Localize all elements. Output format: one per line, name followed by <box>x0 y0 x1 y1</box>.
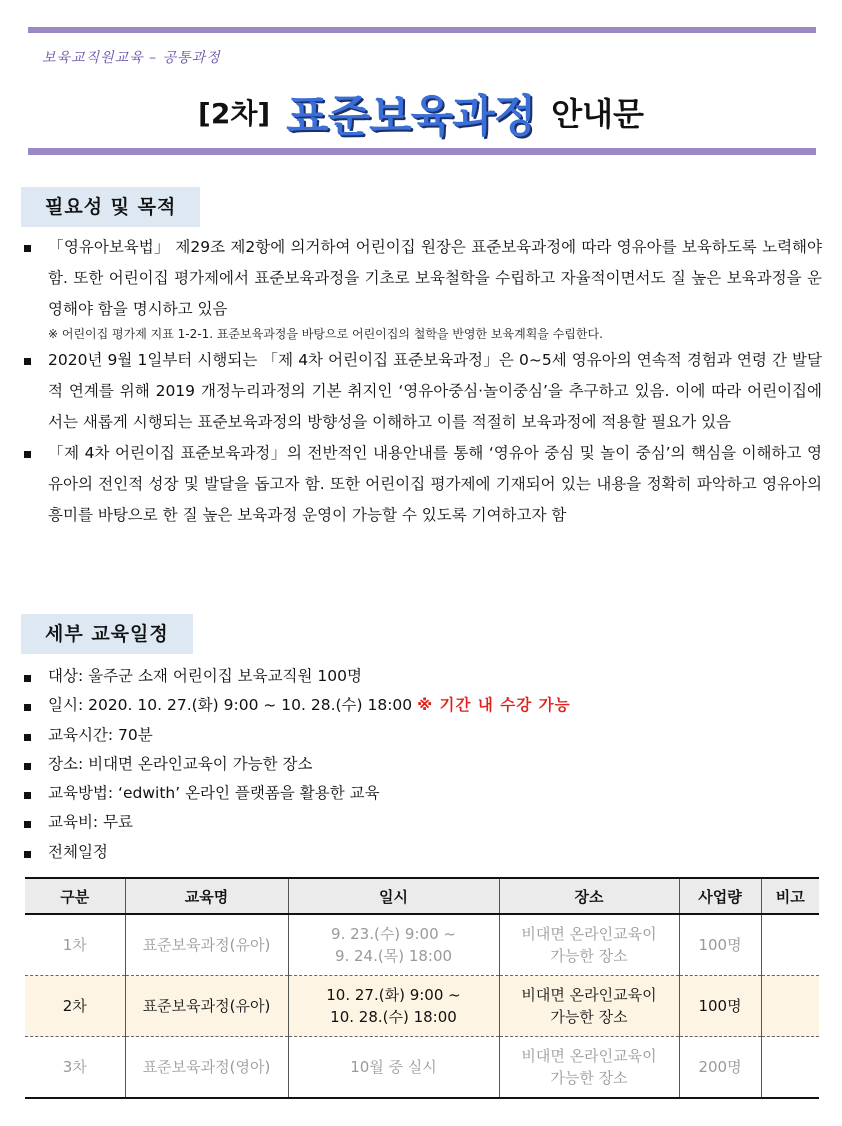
cell-amount: 100명 <box>679 976 761 1037</box>
datetime-note: ※ 기간 내 수강 가능 <box>417 696 571 715</box>
cell-course: 표준보육과정(영아) <box>125 1037 288 1099</box>
date-start: 10. 27.(화) 9:00 ~ <box>326 986 461 1004</box>
place-line1: 비대면 온라인교육이 <box>521 925 657 943</box>
cell-remarks <box>761 976 819 1037</box>
cell-round: 1차 <box>25 914 125 976</box>
bottom-rule <box>28 148 816 155</box>
detail-place: 장소: 비대면 온라인교육이 가능한 장소 <box>22 750 822 779</box>
cell-place <box>499 914 679 976</box>
purpose-list <box>22 232 822 531</box>
title-round: [2차] <box>198 97 271 130</box>
page-title <box>0 80 842 144</box>
col-amount: 사업량 <box>679 878 761 914</box>
section-schedule-heading: 세부 교육일정 <box>21 614 193 654</box>
date-end: 9. 24.(목) 18:00 <box>334 947 453 965</box>
detail-fee: 교육비: 무료 <box>22 808 822 837</box>
purpose-item: 「제 4차 어린이집 표준보육과정」의 전반적인 내용안내를 통해 ‘영유아 중심 및 놀이 중심’의 핵심을 이해하고 영유아의 전인적 성장 및 발달을 돕고자 함. 또한 어린이집 평가제에 기재되어 있는 내용을 정확히 파악하고 영유아의 흥미를 바탕으로 한 질 높은 보육과정 운영이 가능할 수 있도록 기여하고자 함 <box>22 438 822 531</box>
cell-place <box>499 976 679 1037</box>
purpose-item: 「영유아보육법」 제29조 제2항에 의거하여 어린이집 원장은 표준보육과정에 따라 영유아를 보육하도록 노력해야 함. 또한 어린이집 평가제에서 표준보육과정을 기초로 보육철학을 수립하고 자율적이면서도 질 높은 보육과정을 운영해야 함을 명시하고 있음 <box>22 232 822 325</box>
course-category: 보육교직원교육 – 공통과정 <box>42 50 221 66</box>
cell-date: 10월 중 실시 <box>288 1037 499 1099</box>
place-line1: 비대면 온라인교육이 <box>521 1047 657 1065</box>
top-rule <box>28 27 816 33</box>
cell-place <box>499 1037 679 1099</box>
place-line1: 비대면 온라인교육이 <box>521 986 657 1004</box>
table-header-row <box>25 878 819 914</box>
cell-amount: 100명 <box>679 914 761 976</box>
section-purpose-heading: 필요성 및 목적 <box>21 187 200 227</box>
cell-remarks <box>761 1037 819 1099</box>
place-line2: 가능한 장소 <box>550 1069 628 1087</box>
detail-target: 대상: 울주군 소재 어린이집 보육교직원 100명 <box>22 662 822 691</box>
detail-datetime <box>22 691 822 720</box>
datetime-text: 일시: 2020. 10. 27.(화) 9:00 ~ 10. 28.(수) 18:00 <box>48 696 413 715</box>
col-round: 구분 <box>25 878 125 914</box>
table-row <box>25 1037 819 1099</box>
col-remarks: 비고 <box>761 878 819 914</box>
cell-remarks <box>761 914 819 976</box>
col-place: 장소 <box>499 878 679 914</box>
purpose-item: 2020년 9월 1일부터 시행되는 「제 4차 어린이집 표준보육과정」은 0~5세 영유아의 연속적 경험과 연령 간 발달적 연계를 위해 2019 개정누리과정의 기본 취지인 ‘영유아중심·놀이중심’을 추구하고 있음. 이에 따라 어린이집에서는 새롭게 시행되는 표준보육과정의 방향성을 이해하고 이를 적절히 보육과정에 적용할 필요가 있음 <box>22 345 822 438</box>
table-row <box>25 914 819 976</box>
evaluation-note: ※ 어린이집 평가제 지표 1-2-1. 표준보육과정을 바탕으로 어린이집의 철학을 반영한 보육계획을 수립한다. <box>48 327 603 341</box>
place-line2: 가능한 장소 <box>550 1008 628 1026</box>
detail-hours: 교육시간: 70분 <box>22 721 822 750</box>
title-suffix: 안내문 <box>551 95 644 133</box>
detail-method: 교육방법: ‘edwith’ 온라인 플랫폼을 활용한 교육 <box>22 779 822 808</box>
cell-date <box>288 976 499 1037</box>
table-row <box>25 976 819 1037</box>
date-start: 9. 23.(수) 9:00 ~ <box>331 925 456 943</box>
date-end: 10. 28.(수) 18:00 <box>330 1008 457 1026</box>
cell-round: 3차 <box>25 1037 125 1099</box>
title-main: 표준보육과정 <box>286 91 536 142</box>
cell-course: 표준보육과정(유아) <box>125 914 288 976</box>
cell-course: 표준보육과정(유아) <box>125 976 288 1037</box>
schedule-details <box>22 662 822 867</box>
cell-date <box>288 914 499 976</box>
schedule-table <box>25 877 819 1099</box>
detail-schedule: 전체일정 <box>22 838 822 867</box>
cell-round: 2차 <box>25 976 125 1037</box>
col-course: 교육명 <box>125 878 288 914</box>
place-line2: 가능한 장소 <box>550 947 628 965</box>
cell-amount: 200명 <box>679 1037 761 1099</box>
col-date: 일시 <box>288 878 499 914</box>
